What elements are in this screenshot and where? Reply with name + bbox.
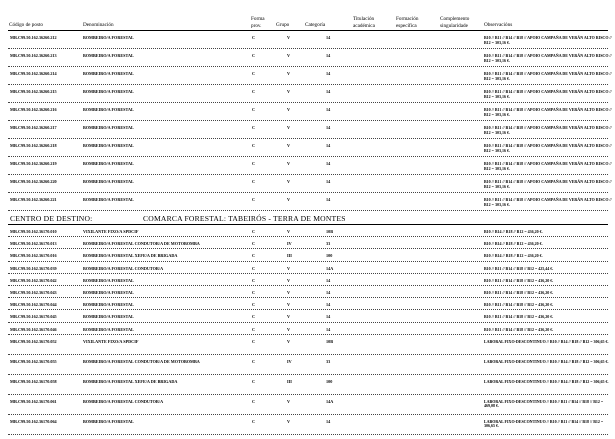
cell-grupo: V	[287, 314, 291, 320]
cell-grupo: V	[287, 398, 291, 404]
cell-denominacion: BOMBEIRO/A FORESTAL	[83, 35, 134, 40]
cell-codigo: MR.C99.50.162.36170.052	[10, 338, 57, 344]
cell-forma: C	[252, 143, 256, 148]
header-titulacion: Titulación académica	[353, 16, 375, 29]
cell-grupo: V	[287, 107, 291, 112]
cell-observacions: B10 // B11 // B14 // B18 // B12 = 436,20 €.	[484, 277, 554, 283]
cell-observacions: B10 // B11 // B14 // B18 // B12 = 436,20 €.	[484, 290, 554, 295]
cell-categoria: 100	[326, 378, 333, 384]
cell-codigo: MR.C99.50.162.36260.217	[10, 125, 57, 130]
cell-denominacion: BOMBEIRO/A FORESTAL	[83, 418, 134, 424]
cell-observacions: B10 // B11 // B14 // B18 // APOIO CAMPAÑA DE VERÁN ALTO RISCO // B12 = 303,16 €.	[484, 179, 612, 189]
cell-codigo: MR.C99.50.162.36170.039	[10, 265, 57, 271]
cell-codigo: MR.C99.50.162.36170.042	[10, 277, 57, 283]
cell-denominacion: BOMBEIRO/A FORESTAL	[83, 107, 134, 112]
section2-rule	[8, 224, 608, 225]
cell-observacions: B10 // B11 // B14 // B18 // APOIO CAMPAÑA DE VERÁN ALTO RISCO // B12 = 303,16 €.	[484, 53, 612, 63]
cell-codigo: MR.C99.50.162.36260.215	[10, 89, 57, 94]
cell-codigo: MR.C99.50.162.36170.044	[10, 302, 57, 308]
cell-denominacion: BOMBEIRO/A FORESTAL CONDUTOR/A	[83, 398, 164, 404]
cell-grupo: IV	[287, 358, 292, 364]
cell-forma: C	[252, 125, 256, 130]
cell-denominacion: BOMBEIRO/A FORESTAL XEFE/A DE BRIGADA	[83, 378, 178, 384]
cell-categoria: 33	[326, 358, 331, 364]
cell-denominacion: BOMBEIRO/A FORESTAL	[83, 302, 134, 308]
header-categoria: Categoría	[305, 22, 326, 28]
cell-codigo: MR.C99.50.162.36170.043	[10, 290, 57, 295]
cell-observacions: B10 // B11 // B14 // B18 // B12 = 425,44 €.	[484, 265, 554, 271]
cell-codigo: MR.C99.50.162.36260.221	[10, 197, 57, 202]
header-complemento: Complemento singularidade	[440, 16, 470, 29]
cell-denominacion: BOMBEIRO/A FORESTAL	[83, 290, 134, 295]
cell-observacions: LABORAL FIXO-DESCONTINUO // B10 // B14 // B18 // B12 = 306,65 €.	[484, 338, 609, 344]
cell-grupo: V	[287, 89, 291, 94]
cell-categoria: 14	[326, 326, 331, 332]
header-codigo: Código de posto	[9, 22, 44, 28]
cell-observacions: B10 // B11 // B14 // B18 // APOIO CAMPAÑA DE VERÁN ALTO RISCO // B12 = 303,16 €.	[484, 125, 612, 135]
cell-grupo: V	[287, 179, 291, 184]
cell-categoria: 14	[326, 418, 331, 424]
row-divider	[8, 66, 608, 67]
cell-observacions: B10 // B11 // B14 // B18 // APOIO CAMPAÑA DE VERÁN ALTO RISCO // B12 = 303,16 €.	[484, 89, 612, 99]
cell-codigo: MR.C99.50.162.36260.214	[10, 71, 57, 76]
cell-denominacion: BOMBEIRO/A FORESTAL	[83, 71, 134, 76]
cell-observacions: B10 // B11 // B14 // B18 // APOIO CAMPAÑA DE VERÁN ALTO RISCO // B12 = 303,16 €.	[484, 143, 612, 153]
header-formacion: Formación específica	[396, 16, 419, 29]
cell-categoria: 33	[326, 241, 331, 247]
cell-observacions: B10 // B11 // B14 // B18 // APOIO CAMPAÑA DE VERÁN ALTO RISCO // B12 = 303,16 €.	[484, 71, 612, 81]
row-divider	[8, 394, 608, 395]
cell-forma: C	[252, 277, 256, 283]
cell-categoria: 14	[326, 125, 331, 130]
cell-grupo: V	[287, 418, 291, 424]
cell-categoria: 14	[326, 277, 331, 283]
row-divider	[8, 138, 608, 139]
row-divider	[8, 334, 608, 335]
header-denominacion: Denominación	[83, 22, 114, 28]
cell-denominacion: BOMBEIRO/A FORESTAL	[83, 277, 134, 283]
cell-observacions: B10 // B11 // B14 // B18 // APOIO CAMPAÑA DE VERÁN ALTO RISCO // B12 = 303,16 €.	[484, 107, 612, 117]
cell-denominacion: BOMBEIRO/A FORESTAL CONDUTOR/A DE MOTOBOMBA	[83, 358, 200, 364]
header-grupo: Grupo	[276, 22, 290, 28]
header-rule	[8, 30, 608, 31]
cell-observacions: B10 // B11 // B14 // B18 // B12 = 436,20 €.	[484, 326, 554, 332]
cell-grupo: V	[287, 229, 291, 234]
cell-categoria: 100	[326, 253, 333, 259]
cell-grupo: III	[287, 378, 292, 384]
cell-codigo: MR.C99.50.162.36170.055	[10, 358, 57, 364]
cell-codigo: MR.C99.50.162.36260.213	[10, 53, 57, 58]
cell-categoria: 14	[326, 197, 331, 202]
row-divider	[8, 174, 608, 175]
cell-forma: C	[252, 338, 256, 344]
cell-denominacion: BOMBEIRO/A FORESTAL	[83, 143, 134, 148]
row-divider	[8, 84, 608, 85]
cell-observacions: B10 // B11 // B14 // B18 // APOIO CAMPAÑA DE VERÁN ALTO RISCO // B12 = 303,16 €.	[484, 35, 612, 45]
cell-grupo: V	[287, 265, 291, 271]
cell-denominacion: BOMBEIRO/A FORESTAL	[83, 197, 134, 202]
row-divider	[8, 102, 608, 103]
cell-observacions: B10 // B14 // B18 // B12 = 436,20 €.	[484, 241, 543, 247]
cell-forma: C	[252, 290, 256, 295]
cell-grupo: V	[287, 197, 291, 202]
row-divider	[8, 309, 608, 310]
cell-categoria: 14	[326, 161, 331, 166]
cell-observacions: LABORAL FIXO-DESCONTINUO // B10 // B11 // B14 // B18 // B12 = 306,65 €.	[484, 418, 604, 429]
cell-denominacion: BOMBEIRO/A FORESTAL	[83, 179, 134, 184]
cell-denominacion: VIXILANTE FIXO/A SPDCIF	[83, 229, 139, 234]
cell-grupo: V	[287, 290, 291, 295]
cell-codigo: MR.C99.50.162.36170.016	[10, 253, 57, 259]
cell-categoria: 10B	[326, 229, 333, 234]
row-divider	[8, 297, 608, 298]
cell-codigo: MR.C99.50.162.36260.212	[10, 35, 57, 40]
header-observacions: Observacións	[484, 22, 513, 28]
cell-forma: C	[252, 53, 256, 58]
row-divider	[8, 236, 608, 237]
cell-categoria: 10B	[326, 338, 333, 344]
cell-forma: C	[252, 241, 256, 247]
cell-denominacion: BOMBEIRO/A FORESTAL	[83, 125, 134, 130]
cell-categoria: 14	[326, 89, 331, 94]
cell-denominacion: BOMBEIRO/A FORESTAL XEFE/A DE BRIGADA	[83, 253, 178, 259]
cell-codigo: MR.C99.50.162.36260.219	[10, 161, 57, 166]
cell-observacions: LABORAL FIXO-DESCONTINUO // B10 // B14 // B18 // B12 = 306,65 €.	[484, 358, 609, 364]
row-divider	[8, 261, 608, 262]
cell-denominacion: VIXILANTE FIXO/A SPDCIF	[83, 338, 139, 344]
cell-observacions: LABORAL FIXO-DESCONTINUO // B10 // B14 // B18 // B12 = 306,65 €.	[484, 378, 609, 384]
cell-denominacion: BOMBEIRO/A FORESTAL	[83, 53, 134, 58]
cell-grupo: V	[287, 161, 291, 166]
cell-grupo: V	[287, 302, 291, 308]
row-divider	[8, 273, 608, 274]
cell-forma: C	[252, 253, 256, 259]
row-divider	[8, 248, 608, 249]
cell-forma: C	[252, 265, 256, 271]
cell-observacions: B10 // B14 // B18 // B12 = 436,20 €.	[484, 253, 543, 259]
row-divider	[8, 322, 608, 323]
row-divider	[8, 434, 608, 435]
cell-categoria: 14	[326, 35, 331, 40]
cell-grupo: V	[287, 35, 291, 40]
cell-codigo: MR.C99.50.162.36260.218	[10, 143, 57, 148]
cell-categoria: 14	[326, 107, 331, 112]
cell-grupo: V	[287, 326, 291, 332]
cell-grupo: V	[287, 277, 291, 283]
cell-categoria: 14	[326, 53, 331, 58]
cell-observacions: B10 // B11 // B14 // B18 // APOIO CAMPAÑA DE VERÁN ALTO RISCO // B12 = 303,16 €.	[484, 161, 612, 171]
cell-grupo: IV	[287, 241, 292, 247]
cell-denominacion: BOMBEIRO/A FORESTAL CONDUTOR/A	[83, 265, 164, 271]
cell-grupo: V	[287, 338, 291, 344]
cell-denominacion: BOMBEIRO/A FORESTAL	[83, 161, 134, 166]
cell-forma: C	[252, 161, 256, 166]
cell-codigo: MR.C99.50.162.36170.064	[10, 418, 57, 424]
cell-categoria: 14A	[326, 265, 334, 271]
cell-forma: C	[252, 89, 256, 94]
cell-forma: C	[252, 358, 256, 364]
cell-forma: C	[252, 398, 256, 404]
cell-grupo: V	[287, 71, 291, 76]
header-forma: Forma prov.	[251, 16, 265, 29]
cell-observacions: B10 // B11 // B14 // B18 // B12 = 436,20 €.	[484, 302, 554, 308]
cell-codigo: MR.C99.50.162.36260.220	[10, 179, 57, 184]
cell-codigo: MR.C99.50.162.36170.013	[10, 241, 57, 247]
row-divider	[8, 354, 608, 355]
cell-denominacion: BOMBEIRO/A FORESTAL	[83, 326, 134, 332]
row-divider	[8, 156, 608, 157]
cell-categoria: 14	[326, 302, 331, 308]
cell-categoria: 14	[326, 71, 331, 76]
cell-categoria: 14A	[326, 398, 334, 404]
row-divider	[8, 285, 608, 286]
centro-destino-label: CENTRO DE DESTINO:	[10, 214, 93, 223]
cell-forma: C	[252, 179, 256, 184]
cell-denominacion: BOMBEIRO/A FORESTAL	[83, 89, 134, 94]
row-divider	[8, 210, 608, 211]
cell-grupo: V	[287, 143, 291, 148]
row-divider	[8, 48, 608, 49]
cell-forma: C	[252, 314, 256, 320]
cell-codigo: MR.C99.50.162.36260.216	[10, 107, 57, 112]
cell-observacions: B10 // B11 // B14 // B18 // APOIO CAMPAÑA DE VERÁN ALTO RISCO // B12 = 303,16 €.	[484, 197, 612, 207]
cell-codigo: MR.C99.50.162.36170.058	[10, 378, 57, 384]
cell-forma: C	[252, 107, 256, 112]
cell-denominacion: BOMBEIRO/A FORESTAL CONDUTOR/A DE MOTOBOMBA	[83, 241, 200, 247]
cell-forma: C	[252, 71, 256, 76]
row-divider	[8, 374, 608, 375]
cell-grupo: III	[287, 253, 292, 259]
cell-categoria: 14	[326, 143, 331, 148]
row-divider	[8, 120, 608, 121]
cell-codigo: MR.C99.50.162.36170.045	[10, 314, 57, 320]
cell-codigo: MR.C99.50.162.36170.010	[10, 229, 57, 234]
cell-forma: C	[252, 326, 256, 332]
cell-categoria: 14	[326, 314, 331, 320]
centro-destino-name: COMARCA FORESTAL: TABEIRÓS - TERRA DE MONTES	[143, 214, 346, 223]
cell-observacions: LABORAL FIXO-DESCONTINUO // B10 // B11 // B14 // B18 // B12 = 469,08 €.	[484, 398, 604, 409]
row-divider	[8, 414, 608, 415]
cell-forma: C	[252, 302, 256, 308]
cell-forma: C	[252, 197, 256, 202]
cell-forma: C	[252, 378, 256, 384]
cell-forma: C	[252, 35, 256, 40]
cell-categoria: 14	[326, 290, 331, 295]
cell-observacions: B10 // B11 // B14 // B18 // B12 = 436,20 €.	[484, 314, 554, 320]
cell-grupo: V	[287, 53, 291, 58]
cell-codigo: MR.C99.50.162.36170.061	[10, 398, 57, 404]
cell-categoria: 14	[326, 179, 331, 184]
cell-denominacion: BOMBEIRO/A FORESTAL	[83, 314, 134, 320]
cell-codigo: MR.C99.50.162.36170.046	[10, 326, 57, 332]
cell-forma: C	[252, 418, 256, 424]
cell-forma: C	[252, 229, 256, 234]
row-divider	[8, 192, 608, 193]
cell-grupo: V	[287, 125, 291, 130]
cell-observacions: B10 // B14 // B18 // B12 = 436,20 €.	[484, 229, 543, 234]
